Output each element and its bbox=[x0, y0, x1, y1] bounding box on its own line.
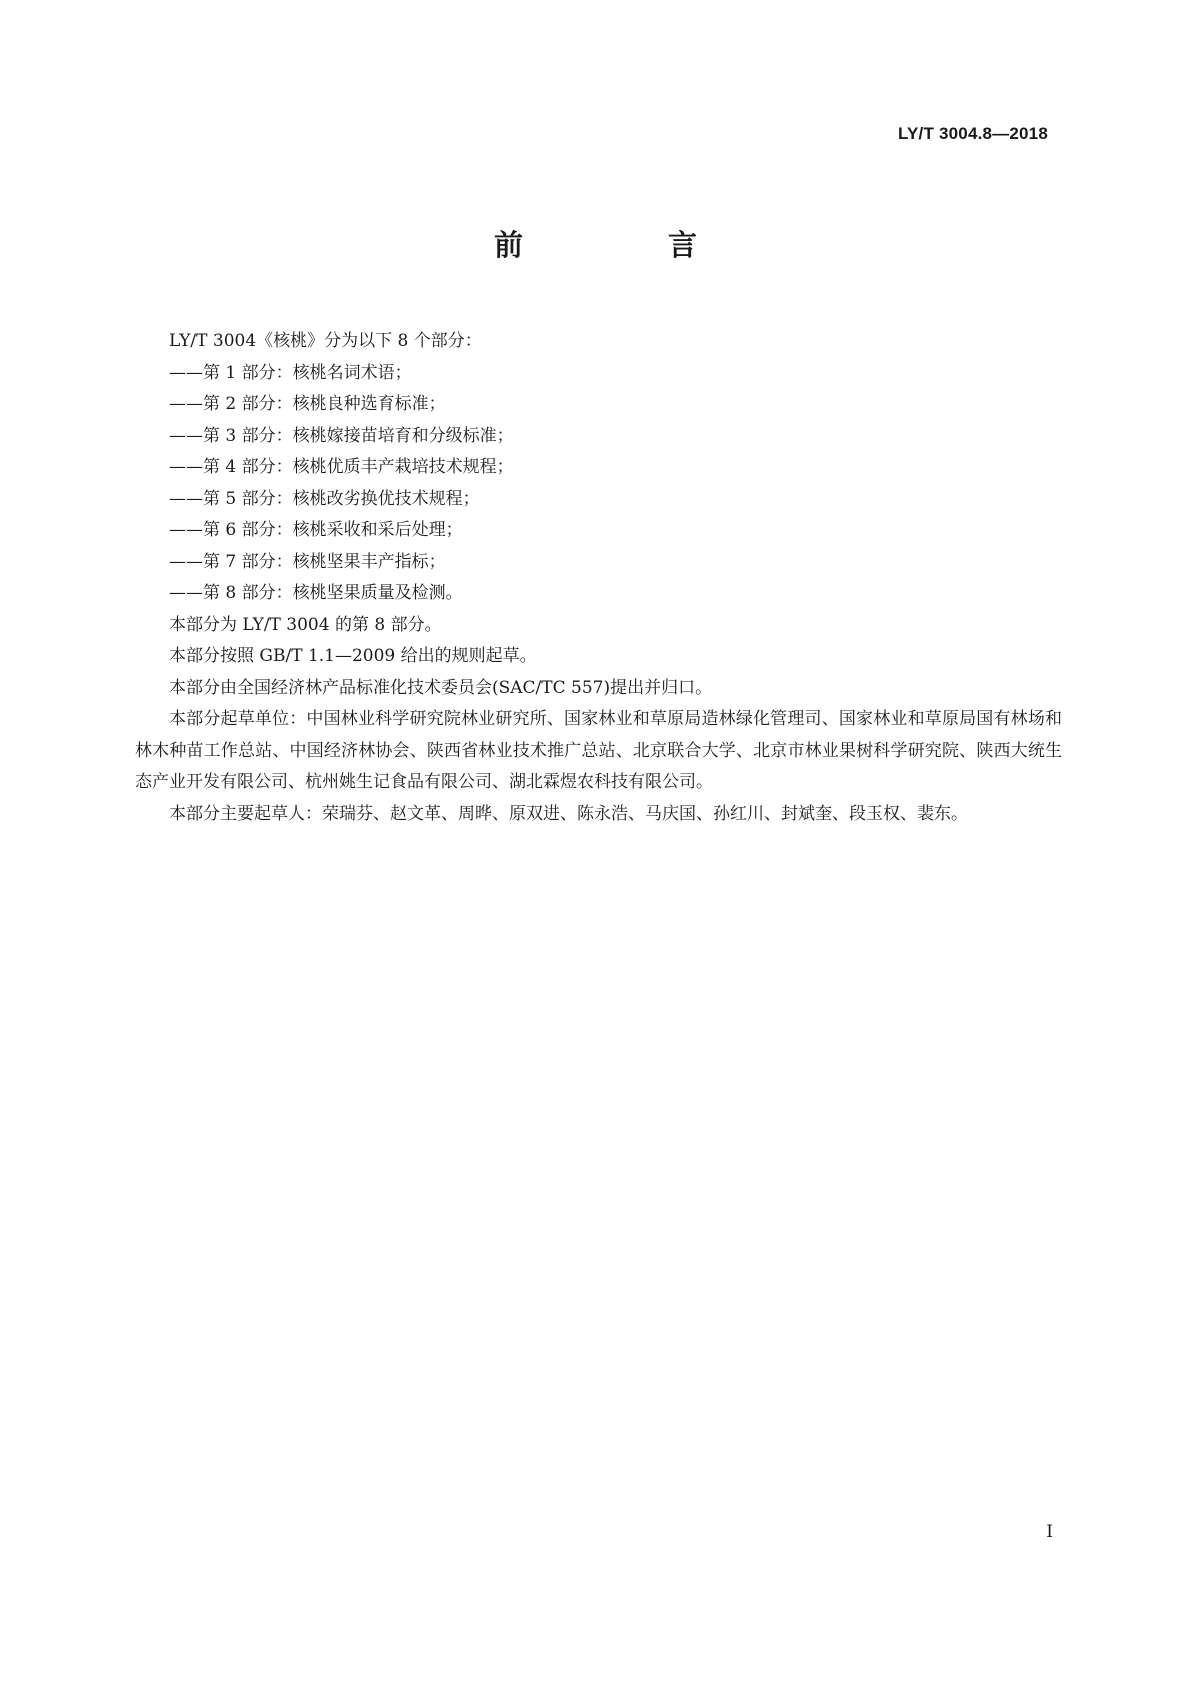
part-list-item: ——第 4 部分：核桃优质丰产栽培技术规程； bbox=[169, 457, 514, 477]
part-list-item: ——第 2 部分：核桃良种选育标准； bbox=[169, 394, 446, 414]
part-list-item: ——第 7 部分：核桃坚果丰产指标； bbox=[169, 551, 446, 572]
foreword-body bbox=[135, 326, 1062, 830]
committee-paragraph: 本部分由全国经济林产品标准化技术委员会(SAC/TC 557)提出并归口。 bbox=[169, 677, 713, 698]
part-list-item: ——第 5 部分：核桃改劣换优技术规程； bbox=[169, 488, 480, 509]
drafters-paragraph: 本部分主要起草人：荣瑞芬、赵文革、周晔、原双进、陈永浩、马庆国、孙红川、封斌奎、段玉权、裴东。 bbox=[169, 803, 968, 824]
document-code: LY/T 3004.8—2018 bbox=[897, 124, 1048, 143]
scope-paragraph: 本部分为 LY/T 3004 的第 8 部分。 bbox=[169, 614, 442, 635]
part-list-item: ——第 8 部分：核桃坚果质量及检测。 bbox=[169, 583, 463, 603]
part-list-item: ——第 1 部分：核桃名词术语； bbox=[169, 362, 412, 383]
intro-paragraph: LY/T 3004《核桃》分为以下 8 个部分： bbox=[169, 331, 482, 351]
drafting-units-paragraph: 本部分起草单位：中国林业科学研究院林业研究所、国家林业和草原局造林绿化管理司、国家林业和草原局国有林场和林木种苗工作总站、中国经济林协会、陕西省林业技术推广总站、北京联合大学、北京市林业果树科学研究院、陕西大统生态产业开发有限公司、杭州姚生记食品有限公司、湖北霖煜农科技有限公司。 bbox=[135, 709, 1062, 792]
part-list-item: ——第 6 部分：核桃采收和采后处理； bbox=[169, 520, 463, 540]
part-list-item: ——第 3 部分：核桃嫁接苗培育和分级标准； bbox=[169, 425, 514, 446]
page-title: 前 言 bbox=[493, 228, 755, 262]
page-number: I bbox=[1046, 1522, 1053, 1542]
drafting-rules-paragraph: 本部分按照 GB/T 1.1—2009 给出的规则起草。 bbox=[169, 646, 537, 666]
